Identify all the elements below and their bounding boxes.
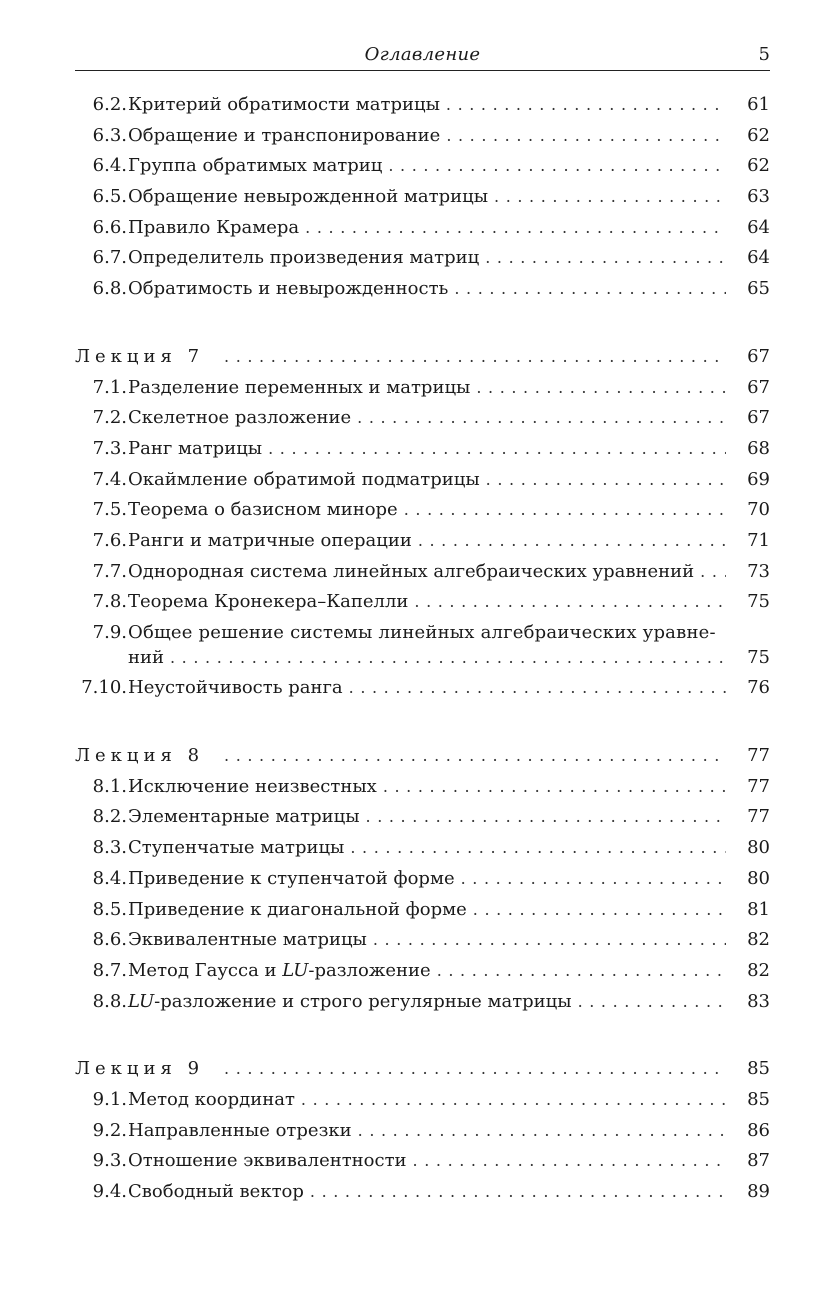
- entry-title: Неустойчивость ранга: [128, 677, 343, 699]
- lecture-page: 77: [747, 745, 770, 767]
- dot-leader: [224, 741, 726, 772]
- toc-entry-8-2[interactable]: [75, 802, 770, 833]
- entry-page: 68: [747, 437, 770, 459]
- entry-page: 81: [747, 898, 770, 920]
- entry-number: 7.8.: [92, 591, 127, 613]
- entry-number: 8.6.: [92, 929, 127, 951]
- dot-leader: [413, 1146, 726, 1177]
- lecture-page: 67: [747, 345, 770, 367]
- math-lu: LU: [282, 959, 309, 981]
- entry-page: 69: [747, 468, 770, 490]
- toc-entry-8-5[interactable]: [75, 895, 770, 926]
- dot-leader: [700, 557, 726, 588]
- dot-leader: [473, 895, 726, 926]
- toc-entry-7-10[interactable]: [75, 673, 770, 704]
- entry-title: Критерий обратимости матрицы: [128, 94, 440, 115]
- entry-title: Окаймление обратимой подматрицы: [128, 468, 480, 490]
- entry-number: 8.3.: [92, 837, 127, 859]
- entry-title-post: -разложение: [308, 959, 431, 981]
- toc-entry-6-6[interactable]: [75, 213, 770, 244]
- math-lu: LU: [128, 990, 155, 1012]
- entry-number: 6.4.: [92, 155, 127, 177]
- entry-page: 83: [747, 990, 770, 1012]
- toc-lecture-7[interactable]: [75, 342, 770, 373]
- entry-title: Ступенчатые матрицы: [128, 837, 345, 859]
- page-number: 5: [758, 44, 770, 65]
- toc-entry-8-4[interactable]: [75, 864, 770, 895]
- toc-group-lecture-8: [75, 741, 770, 1017]
- entry-page: 67: [747, 407, 770, 429]
- entry-title: Обращение невырожденной матрицы: [128, 186, 489, 208]
- dot-leader: [461, 864, 726, 895]
- entry-number: 6.2.: [92, 94, 127, 115]
- dot-leader: [373, 925, 726, 956]
- entry-page: 64: [747, 247, 770, 269]
- entry-number: 9.3.: [92, 1150, 127, 1172]
- entry-number: 7.2.: [92, 407, 127, 429]
- dot-leader: [485, 243, 726, 274]
- entry-page: 82: [747, 959, 770, 981]
- entry-number: 6.7.: [92, 247, 127, 269]
- toc-entry-9-2[interactable]: [75, 1116, 770, 1147]
- dot-leader: [446, 90, 726, 121]
- dot-leader: [414, 587, 726, 618]
- toc-entry-7-9[interactable]: [75, 618, 770, 673]
- lecture-title: Лекция 9: [75, 1058, 205, 1080]
- entry-title: Направленные отрезки: [128, 1119, 352, 1141]
- toc-entry-6-5[interactable]: [75, 182, 770, 213]
- dot-leader: [224, 342, 726, 373]
- toc-entry-9-1[interactable]: [75, 1085, 770, 1116]
- entry-number: 9.4.: [92, 1181, 127, 1202]
- dot-leader: [350, 833, 726, 864]
- entry-title: Однородная система линейных алгебраических уравнений: [128, 560, 695, 582]
- entry-number: 7.3.: [92, 437, 127, 459]
- toc-entry-8-8[interactable]: [75, 987, 770, 1018]
- dot-leader: [366, 802, 726, 833]
- entry-page: 75: [747, 591, 770, 613]
- entry-title: Эквивалентные матрицы: [128, 929, 367, 951]
- entry-page: 61: [747, 94, 770, 115]
- entry-page: 82: [747, 929, 770, 951]
- entry-page: 77: [747, 775, 770, 797]
- toc-page: [75, 40, 770, 1245]
- toc-entry-8-3[interactable]: [75, 833, 770, 864]
- toc-entry-6-3[interactable]: [75, 121, 770, 152]
- toc-entry-6-8[interactable]: [75, 274, 770, 305]
- dot-leader: [301, 1085, 726, 1116]
- toc-lecture-8[interactable]: [75, 741, 770, 772]
- dot-leader: [268, 434, 726, 465]
- table-of-contents: [75, 90, 770, 1208]
- entry-page: 73: [747, 560, 770, 582]
- entry-number: 7.7.: [92, 560, 127, 582]
- entry-title-pre: Метод Гаусса и: [128, 959, 283, 981]
- entry-number: 8.7.: [92, 959, 127, 981]
- entry-page: 62: [747, 155, 770, 177]
- toc-entry-9-3[interactable]: [75, 1146, 770, 1177]
- entry-page: 70: [747, 499, 770, 521]
- toc-entry-9-4[interactable]: [75, 1177, 770, 1208]
- entry-number: 8.2.: [92, 806, 127, 828]
- entry-title: Правило Крамера: [128, 216, 300, 238]
- entry-title: Скелетное разложение: [128, 407, 352, 429]
- entry-number: 7.10.: [81, 677, 127, 699]
- entry-title: Определитель произведения матриц: [128, 247, 480, 269]
- entry-number: 6.5.: [92, 186, 127, 208]
- entry-number: 8.5.: [92, 898, 127, 920]
- toc-entry-7-4[interactable]: [75, 465, 770, 496]
- toc-group-lecture-7: [75, 342, 770, 704]
- toc-entry-7-2[interactable]: [75, 403, 770, 434]
- entry-title-line-1: Общее решение системы линейных алгебраических уравне-: [128, 622, 716, 643]
- entry-title: Исключение неизвестных: [128, 775, 377, 797]
- entry-title: Ранг матрицы: [128, 437, 263, 459]
- entry-page: 75: [747, 646, 770, 668]
- entry-title: Группа обратимых матриц: [128, 155, 383, 177]
- dot-leader: [349, 673, 726, 704]
- entry-number: 7.1.: [92, 376, 127, 398]
- toc-entry-7-5[interactable]: [75, 495, 770, 526]
- entry-page: 77: [747, 806, 770, 828]
- toc-entry-6-4[interactable]: [75, 151, 770, 182]
- dot-leader: [446, 121, 726, 152]
- dot-leader: [383, 772, 726, 803]
- entry-title: Теорема о базисном миноре: [128, 499, 398, 521]
- toc-entry-7-7[interactable]: [75, 557, 770, 588]
- toc-lecture-9[interactable]: [75, 1054, 770, 1085]
- entry-title: Обратимость и невырожденность: [128, 278, 449, 300]
- entry-number: 7.5.: [92, 499, 127, 521]
- entry-page: 71: [747, 529, 770, 551]
- entry-number: 8.1.: [92, 775, 127, 797]
- entry-title-post: -разложение и строго регулярные матрицы: [154, 990, 572, 1012]
- dot-leader: [388, 151, 726, 182]
- dot-leader: [437, 956, 726, 987]
- entry-number: 9.2.: [92, 1119, 127, 1141]
- entry-title: [127, 956, 431, 987]
- entry-title: Приведение к ступенчатой форме: [128, 867, 455, 889]
- entry-page: 63: [747, 186, 770, 208]
- entry-title-line-2: ний: [128, 646, 164, 668]
- entry-number: 6.8.: [92, 278, 127, 300]
- toc-entry-8-6[interactable]: [75, 925, 770, 956]
- lecture-title: Лекция 8: [75, 745, 205, 767]
- entry-number: 6.3.: [92, 124, 127, 146]
- toc-group-lecture-6: [75, 90, 770, 305]
- dot-leader: [310, 1177, 726, 1208]
- dot-leader: [476, 373, 726, 404]
- lecture-page: 85: [747, 1058, 770, 1080]
- entry-page: 62: [747, 124, 770, 146]
- dot-leader: [404, 495, 726, 526]
- entry-title: Свободный вектор: [128, 1181, 304, 1202]
- entry-page: 76: [747, 677, 770, 699]
- dot-leader: [357, 403, 726, 434]
- entry-page: 86: [747, 1119, 770, 1141]
- entry-title: Ранги и матричные операции: [128, 529, 412, 551]
- dot-leader: [224, 1054, 726, 1085]
- toc-entry-6-2[interactable]: [75, 90, 770, 121]
- toc-entry-8-7[interactable]: [75, 956, 770, 987]
- entry-page: 89: [747, 1181, 770, 1202]
- entry-number: 7.4.: [92, 468, 127, 490]
- entry-page: 65: [747, 278, 770, 300]
- entry-title: Теорема Кронекера–Капелли: [128, 591, 409, 613]
- entry-title: [127, 987, 572, 1018]
- toc-group-lecture-9: [75, 1054, 770, 1207]
- entry-page: 80: [747, 867, 770, 889]
- entry-title: Элементарные матрицы: [128, 806, 360, 828]
- toc-entry-7-8[interactable]: [75, 587, 770, 618]
- entry-title: Приведение к диагональной форме: [128, 898, 467, 920]
- entry-title: Отношение эквивалентности: [128, 1150, 407, 1172]
- entry-number: 8.8.: [92, 990, 127, 1012]
- toc-entry-7-6[interactable]: [75, 526, 770, 557]
- dot-leader: [578, 987, 726, 1018]
- running-header: [75, 40, 770, 71]
- entry-page: 67: [747, 376, 770, 398]
- lecture-title: Лекция 7: [75, 345, 205, 367]
- entry-page: 85: [747, 1088, 770, 1110]
- entry-page: 64: [747, 216, 770, 238]
- entry-number: 6.6.: [92, 216, 127, 238]
- toc-entry-8-1[interactable]: [75, 772, 770, 803]
- entry-title: Обращение и транспонирование: [128, 124, 441, 146]
- entry-page: 80: [747, 837, 770, 859]
- toc-entry-7-1[interactable]: [75, 373, 770, 404]
- toc-entry-6-7[interactable]: [75, 243, 770, 274]
- dot-leader: [170, 643, 726, 674]
- entry-page: 87: [747, 1150, 770, 1172]
- toc-entry-7-3[interactable]: [75, 434, 770, 465]
- dot-leader: [486, 465, 726, 496]
- entry-number: 7.9.: [92, 622, 127, 643]
- entry-title: Разделение переменных и матрицы: [128, 376, 471, 398]
- running-title: Оглавление: [364, 44, 481, 65]
- dot-leader: [418, 526, 726, 557]
- entry-number: 8.4.: [92, 867, 127, 889]
- dot-leader: [454, 274, 726, 305]
- dot-leader: [358, 1116, 726, 1147]
- entry-number: 7.6.: [92, 529, 127, 551]
- dot-leader: [494, 182, 726, 213]
- dot-leader: [305, 213, 726, 244]
- entry-number: 9.1.: [92, 1088, 127, 1110]
- entry-title: Метод координат: [128, 1088, 295, 1110]
